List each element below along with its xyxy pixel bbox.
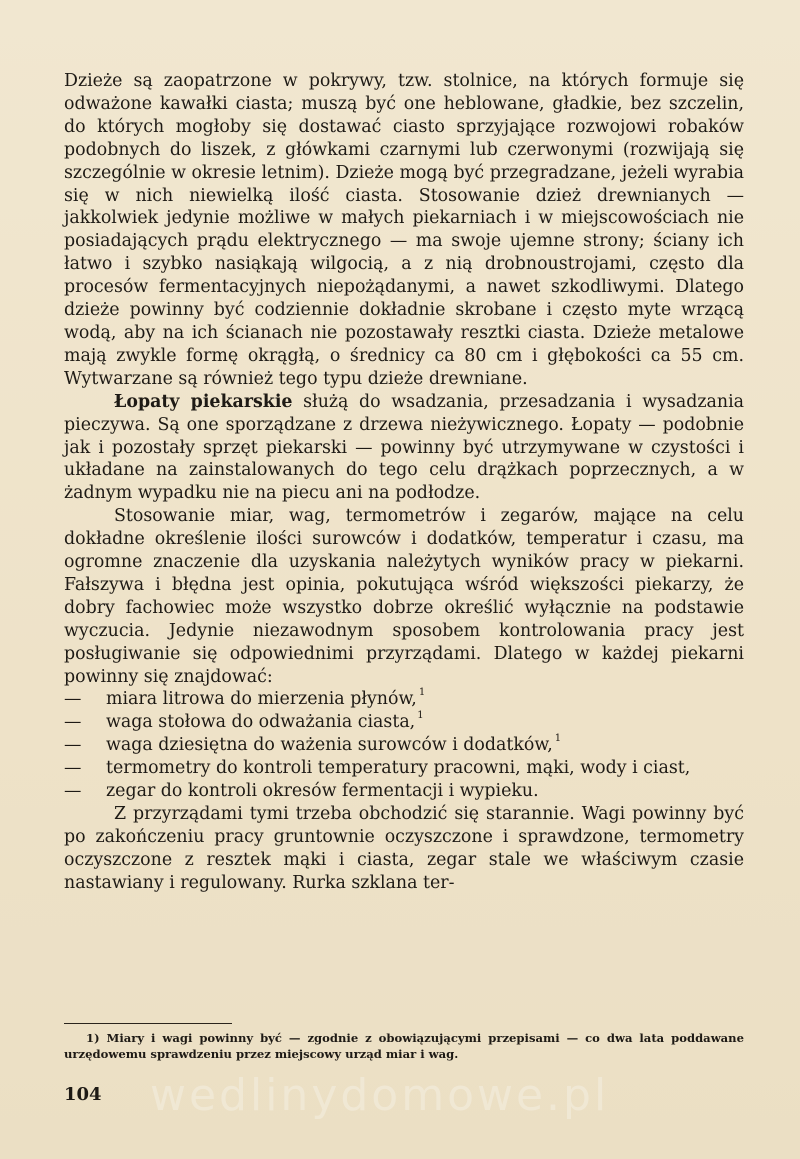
list-item-text: termometry do kontroli temperatury pracowni, mąki, wody i ciast, xyxy=(106,758,691,779)
paragraph-obchodzenie: Z przyrządami tymi trzeba obchodzić się starannie. Wagi powinny być po zakończeniu pracy gruntownie oczyszczone i sprawdzone, termometry oczyszczone z resztek mąki i ciasta, zegar stale we właściwym czasie nastawiany i regulowany. Rurka szklana ter- xyxy=(64,804,744,893)
list-dash: — xyxy=(64,781,82,802)
list-item-text: waga stołowa do odważania ciasta, xyxy=(106,712,416,733)
list-item xyxy=(64,711,744,734)
paragraph-lopaty xyxy=(64,391,744,506)
main-text xyxy=(64,70,744,895)
footnote-ref: 1 xyxy=(554,733,562,745)
footnote-divider xyxy=(64,1023,232,1024)
list-dash: — xyxy=(64,689,82,710)
list-item xyxy=(64,688,744,711)
list-item xyxy=(64,757,744,780)
list-item xyxy=(64,734,744,757)
paragraph-lopaty-text: służą do wsadzania, przesadzania i wysadzania pieczywa. Są one sporządzane z drzewa nieżywicznego. Łopaty — podobnie jak i pozostały sprzęt piekarski — powinny być utrzymywane w czystości i układane na zainstalowanych do tego celu drążkach poprzecznych, a w żadnym wypadku nie na piecu ani na podłodze. xyxy=(64,391,744,504)
watermark: wedlinydomowe.pl xyxy=(150,1070,610,1121)
page-number: 104 xyxy=(64,1084,102,1105)
term-lopaty-piekarskie: Łopaty piekarskie xyxy=(114,391,293,412)
paragraph-dzieze: Dzieże są zaopatrzone w pokrywy, tzw. stolnice, na których formuje się odważone kawałki ciasta; muszą być one heblowane, gładkie, bez szczelin, do których mogłoby się dostawać ciasto sprzyjające rozwojowi robaków podobnych do liszek, z główkami czarnymi lub czerwonymi (rozwijają się szczególnie w okresie letnim). Dzieże mogą być przegradzane, jeżeli wyrabia się w nich niewielką ilość ciasta. Stosowanie dzież drewnianych — jakkolwiek jedynie możliwe w małych piekarniach i w miejscowościach nie posiadających prądu elektrycznego — ma swoje ujemne strony; ściany ich łatwo i szybko nasiąkają wilgocią, a z nią drobnoustrojami, często dla procesów fermentacyjnych niepożądanymi, a nawet szkodliwymi. Dlatego dzieże powinny być codziennie dokładnie skrobane i często myte wrzącą wodą, aby na ich ścianach nie pozostawały resztki ciasta. Dzieże metalowe mają zwykle formę okrągłą, o średnicy ca 80 cm i głębokości ca 55 cm. Wytwarzane są również tego typu dzieże drewniane. xyxy=(64,71,744,389)
footnote: 1) Miary i wagi powinny być — zgodnie z obowiązującymi przepisami — co dwa lata poddawane urzędowemu sprawdzeniu przez miejscowy urząd miar i wag. xyxy=(64,1031,744,1061)
list-dash: — xyxy=(64,712,82,733)
instrument-list xyxy=(64,688,744,803)
footnote-ref: 1 xyxy=(418,687,426,699)
list-item-text: miara litrowa do mierzenia płynów, xyxy=(106,689,417,710)
paragraph-przyrzady: Stosowanie miar, wag, termometrów i zegarów, mające na celu dokładne określenie ilości surowców i dodatków, temperatur i czasu, ma ogromne znaczenie dla uzyskania należytych wyników pracy w piekarni. Fałszywa i błędna jest opinia, pokutująca wśród większości piekarzy, że dobry fachowiec może wszystko dobrze określić wyłącznie na podstawie wyczucia. Jedynie niezawodnym sposobem kontrolowania pracy jest posługiwanie się odpowiednimi przyrządami. Dlatego w każdej piekarni powinny się znajdować: xyxy=(64,506,744,687)
footnote-ref: 1 xyxy=(417,710,424,722)
list-dash: — xyxy=(64,758,82,779)
list-item-text: waga dziesiętna do ważenia surowców i dodatków, xyxy=(106,735,553,756)
list-dash: — xyxy=(64,735,82,756)
list-item-text: zegar do kontroli okresów fermentacji i wypieku. xyxy=(106,781,539,802)
list-item xyxy=(64,780,744,803)
